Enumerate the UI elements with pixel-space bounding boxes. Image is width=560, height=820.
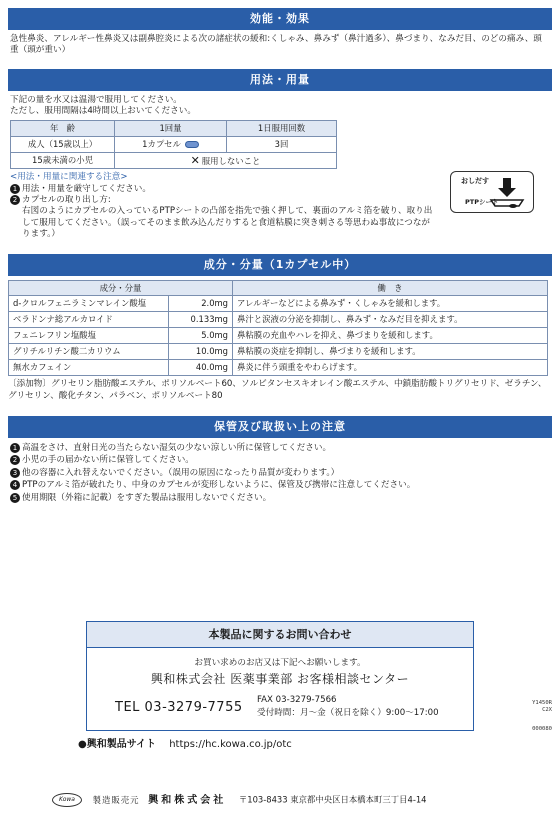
print-code-1: Y1450R [532,700,552,706]
table-row [9,344,548,360]
number-badge: 4 [10,480,20,490]
storage-header: 保管及び取扱い上の注意 [8,416,552,438]
ingredient-effect: アレルギーなどによる鼻みず・くしゃみを緩和します。 [233,296,548,312]
contact-fax: FAX 03-3279-7566 [257,695,337,705]
dosage-dose-cell [115,137,227,153]
ptp-icon-label-1: おしだす [461,176,489,185]
dosage-col-dose: 1回量 [115,121,227,137]
table-row [9,296,548,312]
efficacy-section [8,8,552,57]
capsule-icon [185,141,199,148]
ingredient-amount: 5.0mg [169,328,233,344]
website-line [78,738,292,751]
list-item [10,493,550,504]
additives-text: 〔添加物〕グリセリン脂肪酸エステル、ポリソルベート60、ソルビタンセスキオレイン酸エステル、中鎖脂肪酸トリグリセリド、ゼラチン、グリセリン、酸化チタン、パラベン、ポリソルベート80 [8,379,547,401]
number-badge: 3 [10,468,20,478]
ingredients-table [8,280,548,376]
dosage-prohibition-cell [115,153,337,169]
contact-hours: 受付時間：月～金（祝日を除く）9:00～17:00 [257,708,439,718]
dosage-intro-1: 下記の量を水又は温湯で服用してください。 [10,94,182,105]
table-row [9,360,548,376]
storage-text: 使用期限（外箱に記載）をすぎた製品は服用しないでください。 [22,492,272,503]
storage-text: 他の容器に入れ替えないでください。（誤用の原因になったり品質が変わります。） [22,467,340,478]
storage-text: 高温をさけ、直射日光の当たらない湿気の少ない涼しい所に保管してください。 [22,443,332,454]
print-codes [532,700,552,733]
table-row [9,312,548,328]
ingredient-name: d-クロルフェニラミンマレイン酸塩 [9,296,169,312]
list-item [10,480,550,491]
number-badge: 2 [10,455,20,465]
print-code-3: 000080 [532,725,552,732]
note-text: カプセルの取り出し方: [22,195,111,206]
company-name: 興和株式会社 [148,794,227,806]
table-row [11,137,337,153]
ptp-icon-label-2: PTPシート [465,197,499,206]
ingredient-name: フェニレフリン塩酸塩 [9,328,169,344]
contact-box [86,621,474,731]
ingredient-name: グリチルリチン酸二カリウム [9,344,169,360]
efficacy-text: 急性鼻炎、アレルギー性鼻炎又は副鼻腔炎による次の諸症状の緩和:くしゃみ、鼻みず（鼻汁過多）、鼻づまり、なみだ目、のどの痛み、頭重（頭が重い） [10,34,542,56]
ingredients-header: 成分・分量（1カプセル中） [8,254,552,276]
ingredient-effect: 鼻炎に伴う頭重をやわらげます。 [233,360,548,376]
efficacy-header: 効能・効果 [8,8,552,30]
dosage-header: 用法・用量 [8,69,552,91]
dosage-caution-title: <用法・用量に関連する注意> [10,172,128,183]
prohibition-x-icon: ✕ [190,153,200,167]
company-address: 〒103-8433 東京都中央区日本橋本町三丁目4-14 [238,794,427,805]
dosage-section [8,69,552,241]
website-label: ●興和製品サイト [78,739,157,750]
list-item [10,455,550,466]
contact-tel: TEL 03-3279-7755 [115,700,243,715]
footer [52,793,427,807]
ingredients-col-name: 成分・分量 [9,281,233,296]
extraction-text: 右図のようにカプセルの入っているPTPシートの凸部を指先で強く押して、裏面のアルミ箔を破り、取り出して服用してください。（誤ってそのまま飲み込んだりすると食道粘膜に突き刺さる等思わぬ事故につながります。） [22,206,433,240]
push-arrow-icon [487,176,527,210]
dosage-table [10,120,337,169]
ingredient-name: ベラドンナ総アルカロイド [9,312,169,328]
storage-text: PTPのアルミ箔が破れたり、中身のカプセルが変形しないように、保管及び携帯に注意してください。 [22,480,416,491]
contact-message: お買い求めのお店又は下記へお願いします。 [194,658,366,668]
ingredient-effect: 鼻粘膜の充血やハレを抑え、鼻づまりを緩和します。 [233,328,548,344]
number-badge: 2 [10,195,20,205]
list-item [10,468,550,479]
table-row [9,328,548,344]
maker-label: 製造販売元 [92,794,140,805]
contact-header: 本製品に関するお問い合わせ [87,622,473,648]
dosage-col-age: 年 齢 [11,121,115,137]
contact-organization: 興和株式会社 医薬事業部 お客様相談センター [150,672,410,687]
dosage-dose: 1カプセル [142,139,181,150]
print-code-2: C2X [542,706,552,713]
ingredient-amount: 40.0mg [169,360,233,376]
kowa-logo: Kowa [52,793,82,807]
ingredient-amount: 10.0mg [169,344,233,360]
storage-section [8,416,552,504]
number-badge: 1 [10,184,20,194]
ingredients-section [8,254,552,402]
ptp-push-icon [450,171,534,213]
dosage-age: 成人（15歳以上） [11,137,115,153]
note-text: 用法・用量を厳守してください。 [22,183,151,194]
ingredient-name: 無水カフェイン [9,360,169,376]
dosage-intro-2: ただし、服用間隔は4時間以上おいてください。 [10,106,196,117]
dosage-prohibition: 服用しないこと [201,155,261,166]
number-badge: 5 [10,493,20,503]
ingredients-col-effect: 働 き [233,281,548,296]
dosage-times: 3回 [227,137,337,153]
ingredient-amount: 0.133mg [169,312,233,328]
ingredient-effect: 鼻汁と涙液の分泌を抑制し、鼻みず・なみだ目を抑えます。 [233,312,548,328]
dosage-col-times: 1日服用回数 [227,121,337,137]
table-row [11,153,337,169]
dosage-age: 15歳未満の小児 [11,153,115,169]
list-item [10,443,550,454]
number-badge: 1 [10,443,20,453]
storage-text: 小児の手の届かない所に保管してください。 [22,455,194,466]
ingredient-effect: 鼻粘膜の炎症を抑制し、鼻づまりを緩和します。 [233,344,548,360]
website-url[interactable]: https://hc.kowa.co.jp/otc [169,739,292,750]
ingredient-amount: 2.0mg [169,296,233,312]
